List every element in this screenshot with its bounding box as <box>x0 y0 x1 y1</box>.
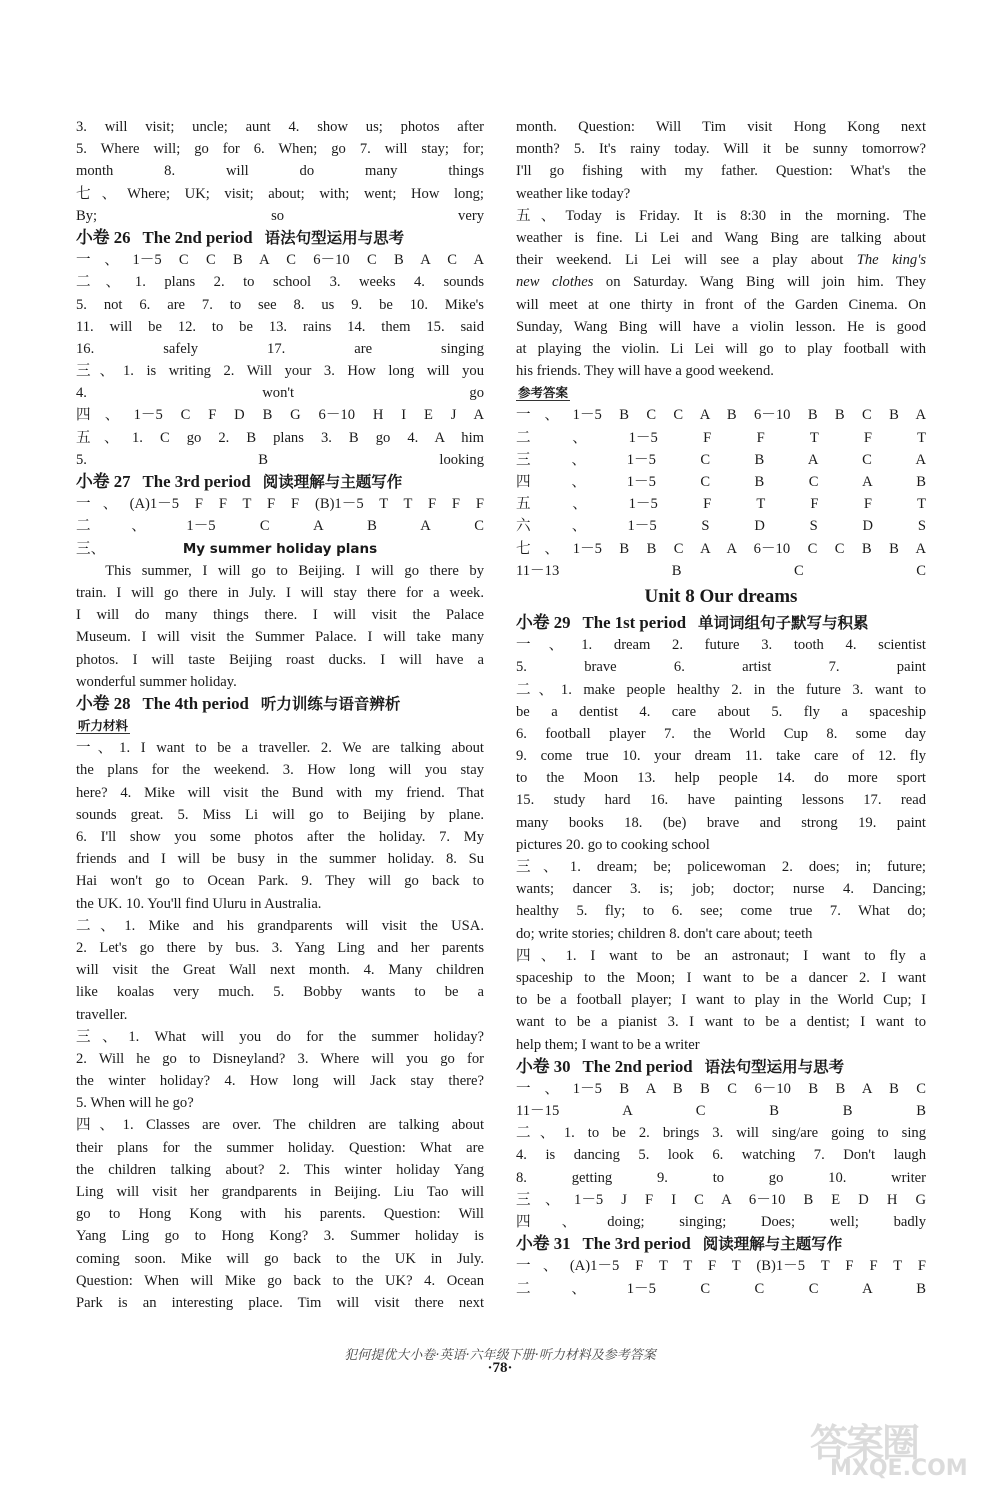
section-label: 小卷 29 <box>516 612 571 632</box>
text-line: 二、1. Mike and his grandparents will visit the USA. <box>76 917 484 934</box>
italic-title: The king's <box>856 252 926 269</box>
text-line: 4. won't go <box>76 385 484 402</box>
text-line: 二、1. plans 2. to school 3. weeks 4. sounds <box>76 274 484 291</box>
text-line: coming soon. Mike will go back to the UK in July. <box>76 1250 484 1267</box>
text-line: 16. safely 17. are singing <box>76 340 484 357</box>
text-line: Question: When will Mike go back to the UK? 4. Ocean <box>76 1272 484 1289</box>
text-line: Park is an interesting place. Tim will visit there next <box>76 1294 484 1311</box>
text-line: the winter holiday? 4. How long will Jack stay there? <box>76 1073 484 1090</box>
text-line: 一、1－5 B C C A B 6－10 B B C B A <box>516 407 926 424</box>
section-subject: 阅读理解与主题写作 <box>702 1235 843 1254</box>
essay-title-line <box>76 538 484 560</box>
text-line: will meet at one thirty in front of the Garden Cinema. On <box>516 296 926 313</box>
text-line: 三、1. dream; be; policewoman 2. does; in; future; <box>516 859 926 875</box>
text-line: Sunday, Wang Bing will have a violin lesson. He is good <box>516 318 926 335</box>
text-line <box>516 249 926 271</box>
text-line: 2. Let's go there by bus. 3. Yang Ling and her parents <box>76 939 484 956</box>
text-line: 一、(A)1－5 F T T F T (B)1－5 T F F T F <box>516 1258 926 1275</box>
text-line: weather like today? <box>516 185 631 202</box>
text-line: 4. is dancing 5. look 6. watching 7. Don't laugh <box>516 1147 926 1164</box>
text-line: the children talking about? 2. This winter holiday Yang <box>76 1161 484 1178</box>
text-line: his friends. They will have a good weekend. <box>516 363 774 380</box>
text-line: 11－13 B C C <box>516 562 926 579</box>
text-line: at playing the violin. Li Lei will go to play football with <box>516 340 926 357</box>
section-period: The 3rd period <box>582 1234 691 1254</box>
right-column <box>516 116 926 1300</box>
text-line: want to be a pianist 3. I want to be a dentist; I want to <box>516 1014 926 1031</box>
text-line: the plans for the weekend. 3. How long will you stay <box>76 762 484 779</box>
text-line: 六、1－5 S D S D S <box>516 518 926 535</box>
text-line: month 8. will do many things <box>76 163 484 180</box>
essay-title: My summer holiday plans <box>182 540 378 557</box>
section-label: 小卷 27 <box>76 472 131 491</box>
watermark-chars: 答案圈 <box>810 1421 919 1465</box>
text-line: 二、1－5 F F T F T <box>516 429 926 446</box>
text-line: 15. study hard 16. have painting lessons 17. read <box>516 792 926 809</box>
text-line: I'll go fishing with my father. Question: What's the <box>516 163 926 180</box>
text-line: month. Question: Will Tim visit Hong Kong next <box>516 119 926 135</box>
text-line: I will do many things there. I will visit the Palace <box>76 607 484 624</box>
text-line: weather is fine. Li Lei and Wang Bing are talking about <box>516 229 926 246</box>
text-line: Yang Ling go to Hong Kong? 3. Summer holiday is <box>76 1228 484 1245</box>
text-line: will visit the Great Wall next month. 4. Many children <box>76 962 484 979</box>
watermark-url: MXQE.COM <box>830 1456 968 1481</box>
unit-title: Unit 8 Our dreams <box>644 585 798 607</box>
section-header <box>516 1056 926 1078</box>
text-line: 5. Where will; go for 6. When; go 7. will stay; for; <box>76 141 484 158</box>
text-line: to be a football player; I want to play in the World Cup; I <box>516 992 926 1009</box>
section-header <box>76 471 484 493</box>
section-period: The 2nd period <box>582 1056 693 1076</box>
text-line: 七、Where; UK; visit; about; with; went; How long; <box>76 185 484 202</box>
text-line: 五、1. C go 2. B plans 3. B go 4. A him <box>76 429 484 446</box>
page-number: ·78· <box>487 1360 513 1376</box>
text-line: 2. Will he go to Disneyland? 3. Where will you go for <box>76 1050 484 1067</box>
text-line: 11. will be 12. to be 13. rains 14. them 15. said <box>76 318 484 335</box>
text-line: 三、1. What will you do for the summer holiday? <box>76 1028 484 1045</box>
text-line: photos. I will taste Beijing roast ducks. I will have a <box>76 651 484 668</box>
text-line: 5. When will he go? <box>76 1095 194 1112</box>
text-line: 6. football player 7. the World Cup 8. some day <box>516 725 926 742</box>
text-line: 5. B looking <box>76 451 484 468</box>
material-tag <box>516 382 926 404</box>
section-subject: 单词词组句子默写与积累 <box>698 613 869 632</box>
text-line: to the Moon 13. help people 14. do more sport <box>516 770 926 787</box>
text-line: 五、1－5 F T F F T <box>516 496 926 513</box>
left-column <box>76 116 484 1314</box>
section-period: The 1st period <box>582 612 687 632</box>
text-line: By; so very <box>76 207 484 224</box>
section-label: 小卷 31 <box>516 1234 571 1254</box>
text-line: be a dentist 4. care about 5. fly a spaceship <box>516 703 926 720</box>
text-line: 二、1. make people healthy 2. in the future 3. want to <box>516 681 926 698</box>
text-line: 三、1. is writing 2. Will your 3. How long will you <box>76 363 484 380</box>
text-line: 一、1. I want to be a traveller. 2. We are talking about <box>76 740 484 757</box>
section-header <box>76 693 484 715</box>
text-line: healthy 5. fly; to 6. see; come true 7. What do; <box>516 903 926 920</box>
material-tag-label: 参考答案 <box>518 385 569 401</box>
text-line: wants; dancer 3. is; job; doctor; nurse 4. Dancing; <box>516 881 926 898</box>
text-line: Ling will visit her grandparents in Beijing. Liu Tao will <box>76 1184 484 1200</box>
text-run: on Saturday. Wang Bing will join him. They <box>593 274 926 291</box>
text-line: 8. getting 9. to go 10. writer <box>516 1169 926 1186</box>
text-line: 一、1－5 C C B A C 6－10 C B A C A <box>76 252 484 269</box>
text-line: 一、1. dream 2. future 3. tooth 4. scientist <box>516 637 926 654</box>
text-line: 6. I'll show you some photos after the holiday. 7. My <box>76 829 484 845</box>
material-tag <box>76 715 484 737</box>
text-line: sounds great. 5. Miss Li will go to Beijing by plane. <box>76 806 484 823</box>
essay-question-number: 三、 <box>76 540 106 557</box>
text-run: their weekend. Li Lei will see a play about <box>516 252 857 269</box>
section-label: 小卷 26 <box>76 227 131 247</box>
text-line: 七、1－5 B B C A A 6－10 C C B B A <box>516 540 926 557</box>
section-subject: 语法句型运用与思考 <box>264 228 405 247</box>
section-header <box>516 1233 926 1255</box>
text-line: 二、1. to be 2. brings 3. will sing/are going to sing <box>516 1125 926 1142</box>
text-line: 11－15 A C B B B <box>516 1103 926 1120</box>
text-line: pictures 20. go to cooking school <box>516 836 710 853</box>
section-period: The 2nd period <box>142 227 253 247</box>
text-line <box>516 271 926 293</box>
section-subject: 阅读理解与主题写作 <box>262 473 403 491</box>
section-header <box>516 612 926 634</box>
text-line: do; write stories; children 8. don't care about; teeth <box>516 925 813 942</box>
text-line: 四、1－5 C B C A B <box>516 474 926 490</box>
text-line: This summer, I will go to Beijing. I will go there by <box>105 562 484 579</box>
text-line: 一、1－5 B A B B C 6－10 B B A B C <box>516 1080 926 1097</box>
text-line: traveller. <box>76 1006 128 1023</box>
text-line: 二、1－5 C A B A C <box>76 518 484 535</box>
text-line: spaceship to the Moon; I want to be a dancer 2. I want <box>516 969 926 986</box>
text-line: the UK. 10. You'll find Uluru in Australia. <box>76 895 322 912</box>
text-line: many books 18. (be) brave and strong 19. paint <box>516 814 926 831</box>
text-line: 三、1－5 C B A C A <box>516 451 926 468</box>
section-header <box>76 227 484 249</box>
text-line: 五、Today is Friday. It is 8:30 in the morning. The <box>516 207 926 224</box>
section-label: 小卷 30 <box>516 1056 571 1076</box>
text-line: here? 4. Mike will visit the Bund with my friend. That <box>76 784 484 801</box>
text-line: train. I will go there in July. I will stay there for a week. <box>76 584 484 601</box>
text-line: 3. will visit; uncle; aunt 4. show us; photos after <box>76 119 484 135</box>
text-line: 四、1－5 C F D B G 6－10 H I E J A <box>76 407 484 424</box>
text-line: help them; I want to be a writer <box>516 1036 700 1053</box>
text-line: 5. not 6. are 7. to see 8. us 9. be 10. Mike's <box>76 296 484 313</box>
section-period: The 4th period <box>142 693 249 713</box>
text-line: 5. brave 6. artist 7. paint <box>516 659 926 676</box>
text-line: Museum. I will visit the Summer Palace. I will take many <box>76 629 484 646</box>
text-line: month? 5. It's rainy today. Will it be sunny tomorrow? <box>516 141 926 158</box>
text-line: their plans for the summer holiday. Question: What are <box>76 1139 484 1156</box>
text-line: like koalas very much. 5. Bobby wants to be a <box>76 984 484 1001</box>
section-subject: 听力训练与语音辨析 <box>260 694 401 713</box>
text-line: Hai won't go to Ocean Park. 9. They will go back to <box>76 873 484 890</box>
italic-title: new clothes <box>516 274 594 291</box>
footer-text: 犯何提优大小卷·英语·六年级下册·听力材料及参考答案 <box>344 1348 656 1363</box>
text-line: 四、1. Classes are over. The children are talking about <box>76 1117 484 1134</box>
text-line: 三、1－5 J F I C A 6－10 B E D H G <box>516 1191 926 1208</box>
text-line: 9. come true 10. your dream 11. take care of 12. fly <box>516 748 926 765</box>
text-line: friends and I will be busy in the summer holiday. 8. Su <box>76 851 484 868</box>
watermark-logo <box>810 1412 990 1482</box>
text-line: 四、doing; singing; Does; well; badly <box>516 1214 926 1230</box>
section-period: The 3rd period <box>142 472 251 491</box>
text-line: 四、1. I want to be an astronaut; I want to fly a <box>516 947 926 964</box>
text-line: wonderful summer holiday. <box>76 673 237 690</box>
text-line: go to Hong Kong with his parents. Question: Will <box>76 1206 484 1223</box>
text-line: 一、(A)1－5 F F T F F (B)1－5 T T F F F <box>76 496 484 513</box>
section-subject: 语法句型运用与思考 <box>704 1057 845 1076</box>
section-label: 小卷 28 <box>76 693 131 713</box>
material-tag-label: 听力材料 <box>78 718 129 734</box>
text-line: 二、1－5 C C C A B <box>516 1280 926 1297</box>
